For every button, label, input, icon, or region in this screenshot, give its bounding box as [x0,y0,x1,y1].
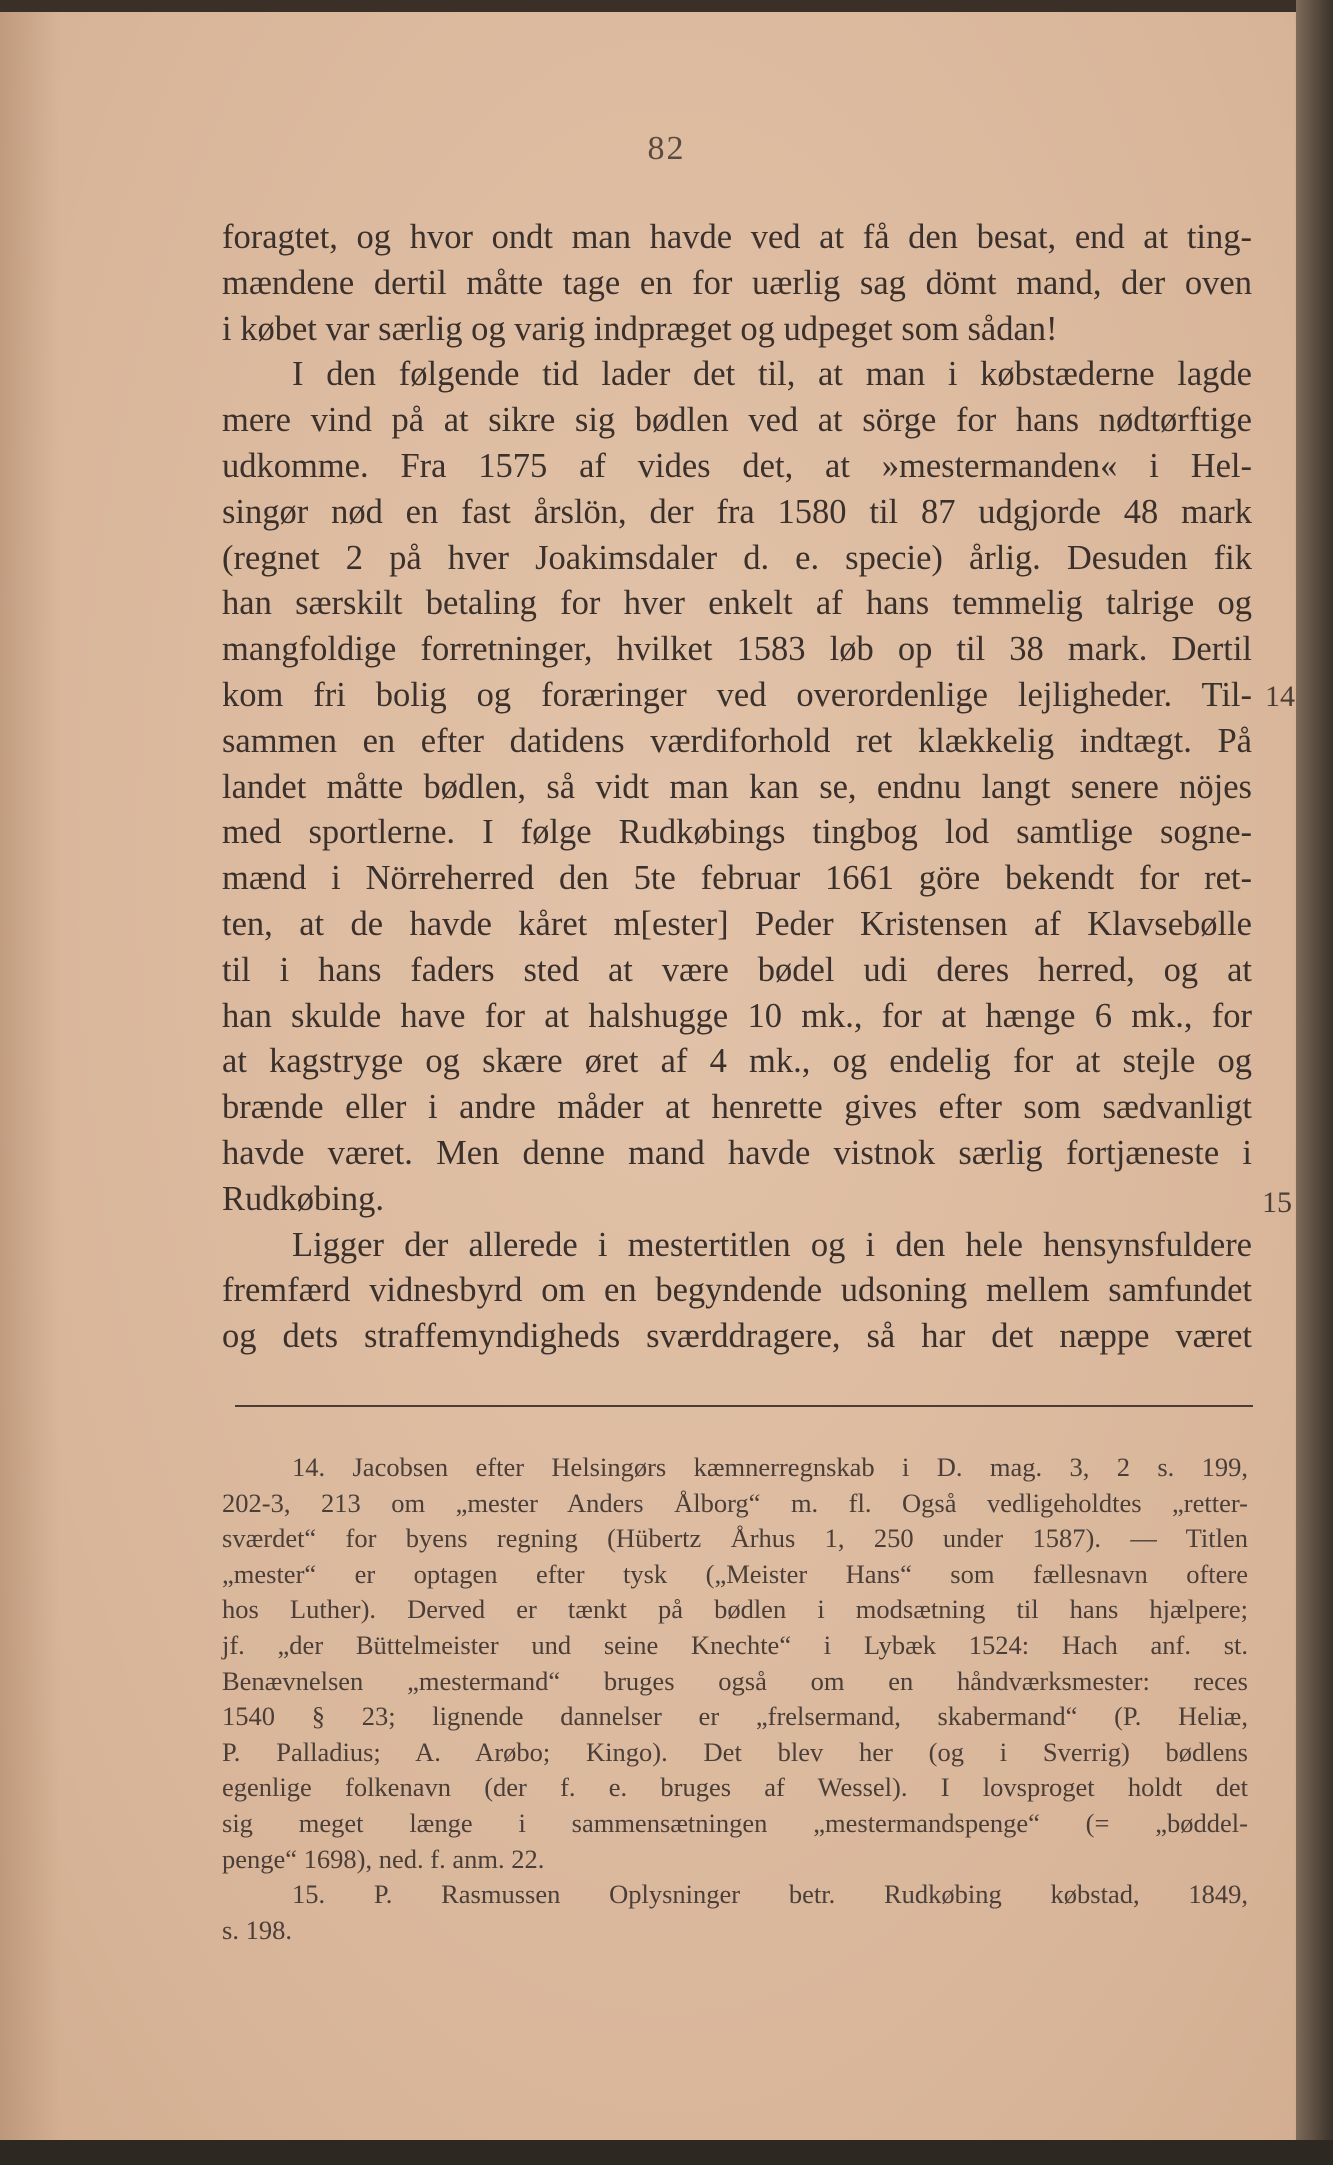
text-line: mændene dertil måtte tage en for uærlig sag dömt mand, der oven [222,263,1252,302]
footnote-divider [235,1405,1253,1407]
text-line: sammen en efter datidens værdiforhold ret klækkelig indtægt. På [222,721,1252,760]
text-line: (regnet 2 på hver Joakimsdaler d. e. specie) årlig. Desuden fik [222,538,1252,577]
text-line: og dets straffemyndigheds sværddragere, så har det næppe været [222,1317,1252,1356]
footnote-line: hos Luther). Derved er tænkt på bødlen i modsætning til hans hjælpere; [222,1594,1248,1625]
page-number: 82 [647,130,686,167]
page-top-edge [0,0,1333,12]
footnote-line: jf. „der Büttelmeister und seine Knechte“ i Lybæk 1524: Hach anf. st. [222,1629,1248,1660]
text-line: landet måtte bødlen, så vidt man kan se, endnu langt senere nöjes [222,767,1252,806]
footnote-line: penge“ 1698), ned. f. anm. 22. [222,1843,545,1874]
footnote-line: egenlige folkenavn (der f. e. bruges af Wessel). I lovsproget holdt det [222,1772,1248,1803]
text-line: i købet var særlig og varig indpræget og udpeget som sådan! [222,309,1058,348]
text-line: ten, at de havde kåret m[ester] Peder Kristensen af Klavsebølle [222,904,1252,943]
footnote-line: Benævnelsen „mestermand“ bruges også om en håndværksmester: reces [222,1665,1248,1696]
text-line: Rudkøbing. [222,1179,384,1218]
margin-footnote-ref-15: 15 [1262,1186,1292,1219]
main-text [222,215,1252,1360]
text-line: singør nød en fast årslön, der fra 1580 til 87 udgjorde 48 mark [222,492,1252,531]
text-line: brænde eller i andre måder at henrette gives efter som sædvanligt [222,1088,1252,1127]
footnotes [222,1450,1248,1948]
footnote-line: 14. Jacobsen efter Helsingørs kæmnerregnskab i D. mag. 3, 2 s. 199, [292,1452,1248,1482]
text-line: han særskilt betaling for hver enkelt af hans temmelig talrige og [222,584,1252,623]
text-line: han skulde have for at halshugge 10 mk., for at hænge 6 mk., for [222,996,1252,1035]
text-line: foragtet, og hvor ondt man havde ved at få den besat, end at ting- [222,218,1252,256]
margin-footnote-ref-14: 14 [1265,680,1295,713]
text-line: med sportlerne. I følge Rudkøbings tingbog lod samtlige sogne- [222,813,1252,852]
text-line: kom fri bolig og foræringer ved overordenlige lejligheder. Til- [222,675,1252,714]
page-binding-edge [1296,0,1333,2165]
text-line: at kagstryge og skære øret af 4 mk., og endelig for at stejle og [222,1042,1252,1081]
text-line: fremfærd vidnesbyrd om en begyndende udsoning mellem samfundet [222,1271,1252,1310]
text-line: mænd i Nörreherred den 5te februar 1661 göre bekendt for ret- [222,859,1252,898]
text-line: mere vind på at sikre sig bødlen ved at sörge for hans nødtørftige [222,401,1252,440]
footnote-line: sværdet“ for byens regning (Hübertz Århus 1, 250 under 1587). — Titlen [222,1523,1248,1554]
footnote-line: 15. P. Rasmussen Oplysninger betr. Rudkøbing købstad, 1849, [292,1879,1248,1910]
text-line: mangfoldige forretninger, hvilket 1583 løb op til 38 mark. Dertil [222,630,1252,669]
footnote-line: s. 198. [222,1914,292,1945]
footnote-line: sig meget længe i sammensætningen „mestermandspenge“ (= „bøddel- [222,1807,1248,1838]
footnote-line: 1540 § 23; lignende dannelser er „frelsermand, skabermand“ (P. Heliæ, [222,1701,1248,1732]
text-line: udkomme. Fra 1575 af vides det, at »mestermanden« i Hel- [222,446,1252,485]
text-line: I den følgende tid lader det til, at man i købstæderne lagde [292,355,1252,394]
text-line: Ligger der allerede i mestertitlen og i den hele hensynsfuldere [292,1225,1252,1264]
page-bottom-edge [0,2140,1333,2165]
text-line: til i hans faders sted at være bødel udi deres herred, og at [222,950,1252,989]
text-line: havde været. Men denne mand havde vistnok særlig fortjæneste i [222,1133,1252,1172]
footnote-line: 202-3, 213 om „mester Anders Ålborg“ m. fl. Også vedligeholdtes „retter- [222,1487,1248,1518]
footnote-line: P. Palladius; A. Arøbo; Kingo). Det blev her (og i Sverrig) bødlens [222,1736,1248,1767]
footnote-line: „mester“ er optagen efter tysk („Meister Hans“ som fællesnavn oftere [222,1558,1248,1589]
